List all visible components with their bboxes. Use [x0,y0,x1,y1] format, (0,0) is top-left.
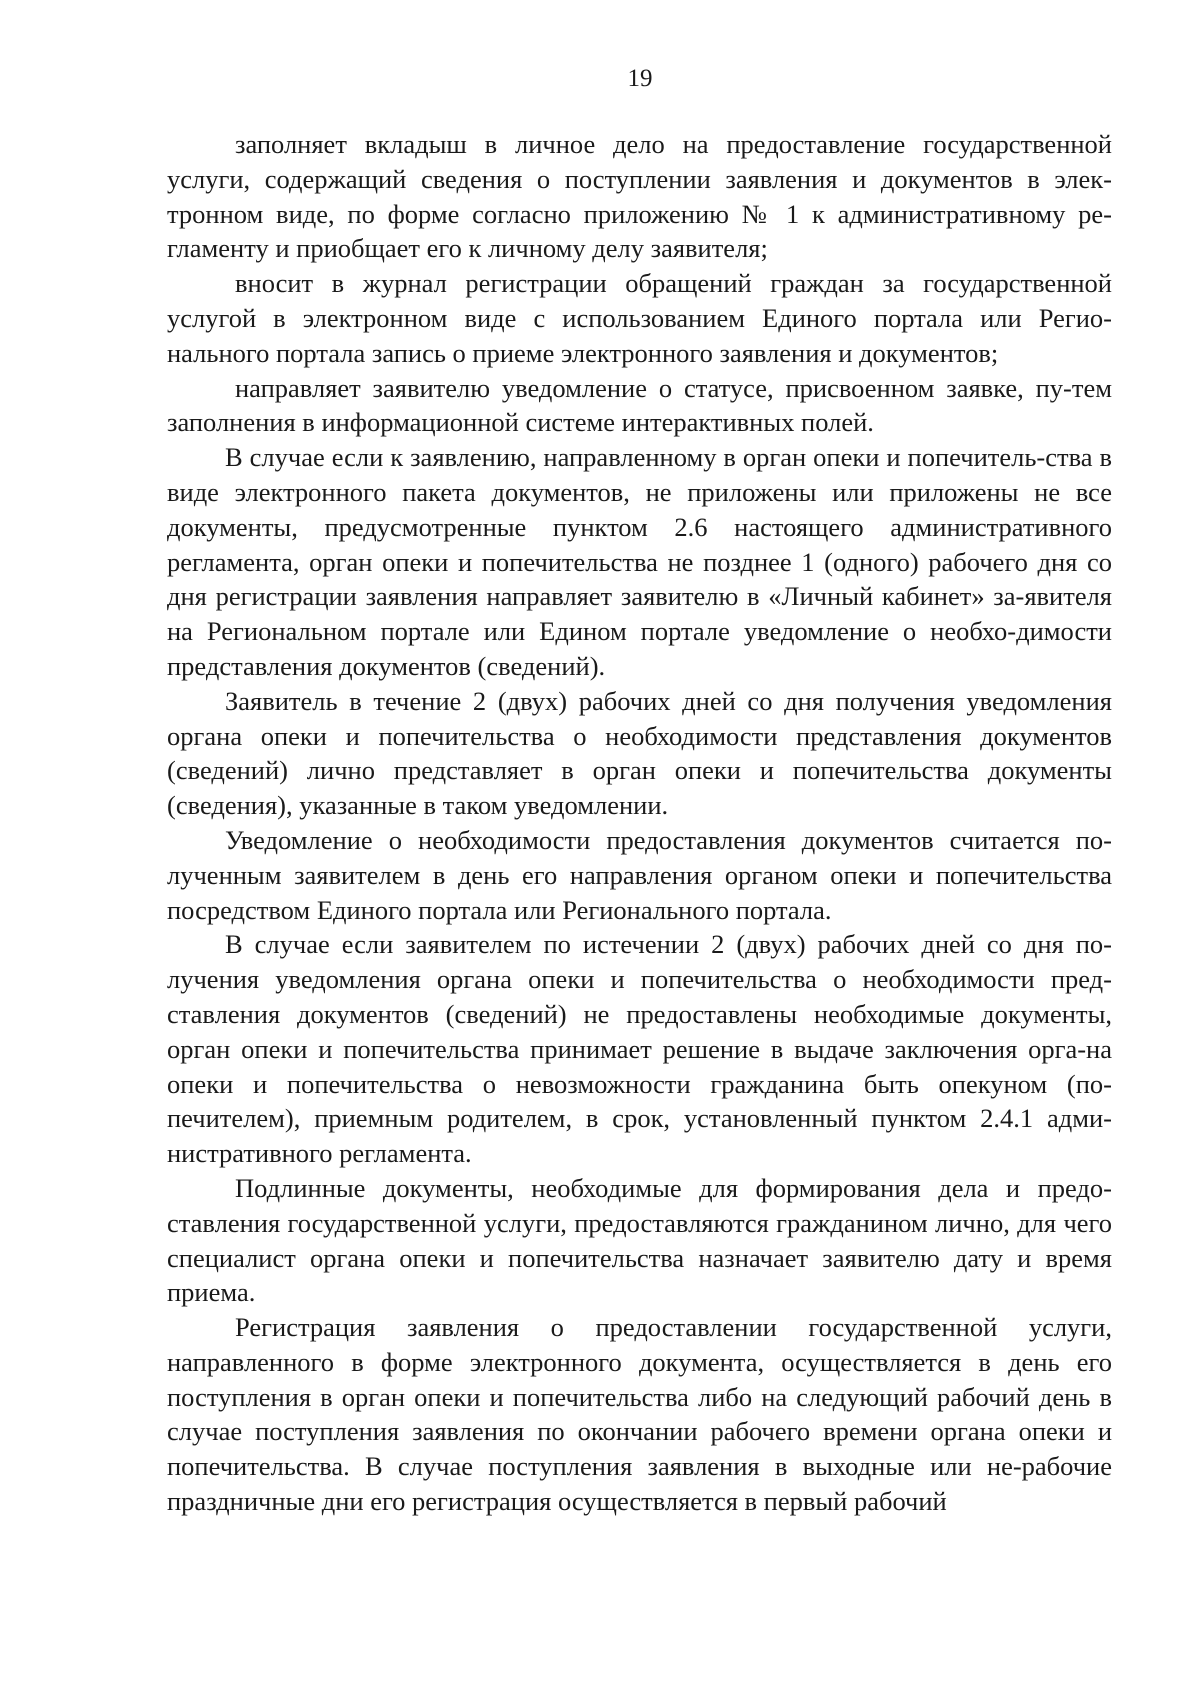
paragraph-1: заполняет вкладыш в личное дело на предоставление государственной услуги, содержащий сведения о поступлении заявления и документов в элек-тронном виде, по форме согласно приложению № 1 к административному ре-гламенту и приобщает его к личному делу заявителя; [167,129,1112,264]
paragraph-3: направляет заявителю уведомление о статусе, присвоенном заявке, пу-тем заполнения в информационной системе интерактивных полей. [167,372,1112,438]
paragraph-7: В случае если заявителем по истечении 2 (двух) рабочих дней со дня по-лучения уведомления органа опеки и попечительства о необходимости пред-ставления документов (сведений) не предоставлены необходимые документы, орган опеки и попечительства принимает решение в выдаче заключения орга-на опеки и попечительства о невозможности гражданина быть опекуном (по-печителем), приемным родителем, в срок, установленный пунктом 2.4.1 адми-нистративного регламента. [167,929,1112,1169]
page-number: 19 [627,65,653,92]
paragraph-4: В случае если к заявлению, направленному в орган опеки и попечитель-ства в виде электронного пакета документов, не приложены или приложены не все документы, предусмотренные пунктом 2.6 настоящего административного регламента, орган опеки и попечительства не позднее 1 (одного) рабочего дня со дня регистрации заявления направляет заявителю в «Личный кабинет» за-явителя на Региональном портале или Едином портале уведомление о необхо-димости представления документов (сведений). [167,442,1112,681]
paragraph-2: вносит в журнал регистрации обращений граждан за государственной услугой в электронном виде с использованием Единого портала или Регио-нального портала запись о приеме электронного заявления и документов; [167,268,1112,368]
document-body [167,127,1112,1519]
paragraph-5: Заявитель в течение 2 (двух) рабочих дней со дня получения уведомления органа опеки и попечительства о необходимости представления документов (сведений) лично представляет в орган опеки и попечительства документы (сведения), указанные в таком уведомлении. [167,685,1112,821]
paragraph-6: Уведомление о необходимости предоставления документов считается по-лученным заявителем в день его направления органом опеки и попечительства посредством Единого портала или Регионального портала. [167,824,1112,925]
paragraph-8: Подлинные документы, необходимые для формирования дела и предо-ставления государственной услуги, предоставляются гражданином лично, для чего специалист органа опеки и попечительства назначает заявителю дату и время приема. [167,1172,1112,1308]
paragraph-9: Регистрация заявления о предоставлении государственной услуги, направленного в форме электронного документа, осуществляется в день его поступления в орган опеки и попечительства либо на следующий рабочий день в случае поступления заявления по окончании рабочего времени органа опеки и попечительства. В случае поступления заявления в выходные или не-рабочие праздничные дни его регистрация осуществляется в первый рабочий [167,1312,1112,1517]
